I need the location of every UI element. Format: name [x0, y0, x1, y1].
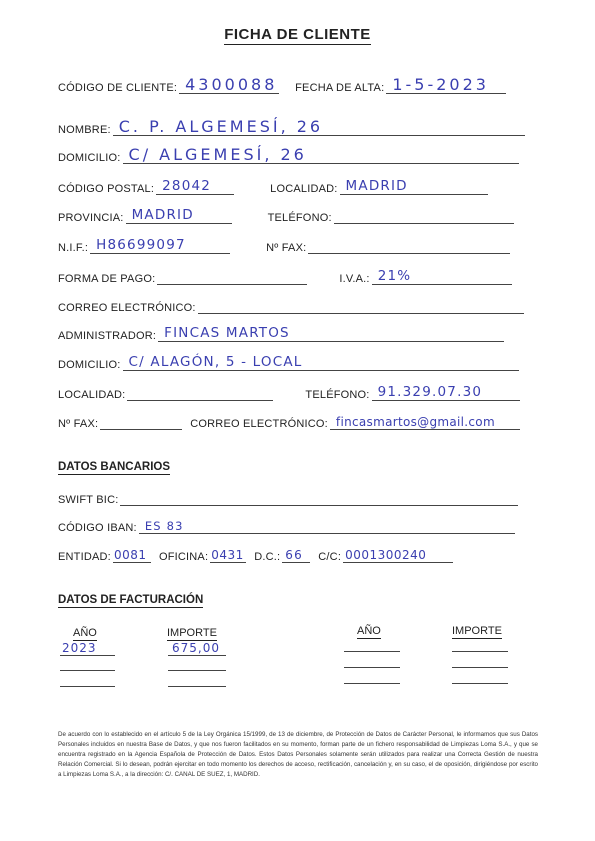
admin-domicilio-field[interactable] — [123, 355, 519, 371]
privacy-notice: De acuerdo con lo establecido en el artículo 5 de la Ley Orgánica 15/1999, de 13 de diciembre, de Protección de Datos de Carácter Personal, le informamos que sus Datos Personales incluidos en nuestra Base de Datos, y que nos fueron facilitados en su momento, forman parte de un fichero responsabilidad de Limpiezas Loma S.A., y que se encuentra registrado en la Agencia Española de Protección de Datos. Estos Datos Personales solamente serán utilizados para realizar una Correcta Gestión de nuestra Relación Comercial. Si lo desean, podrán ejercitar en todo momento los derechos de acceso, rectificación, cancelación y, en su caso, el de oposición, dirigiéndose por escrito a Limpiezas Loma S.A., a la dirección: C/. CANAL DE SUEZ, 1, MADRID. — [58, 731, 538, 778]
billing-section-title: DATOS DE FACTURACIÓN — [58, 594, 204, 606]
billing-line[interactable] — [452, 651, 508, 652]
nombre-field[interactable] — [113, 117, 525, 136]
entidad-field[interactable] — [113, 547, 151, 563]
cc-label: C/C: — [318, 551, 342, 563]
entidad-label: ENTIDAD: — [58, 551, 111, 563]
pago-field[interactable] — [157, 269, 307, 285]
row-bank-account — [58, 547, 453, 563]
admin-correo-label: CORREO ELECTRÓNICO: — [190, 418, 328, 430]
provincia-field[interactable] — [126, 208, 232, 224]
iva-label: I.V.A.: — [339, 273, 370, 285]
nombre-label: NOMBRE: — [58, 124, 111, 136]
cp-value: 28042 — [162, 178, 212, 194]
iban-label: CÓDIGO IBAN: — [58, 522, 137, 534]
nombre-value: C. P. ALGEMESÍ, 26 — [118, 117, 324, 136]
iban-field[interactable] — [139, 518, 515, 534]
telefono-field[interactable] — [334, 208, 514, 224]
fecha-value: 1-5-2023 — [392, 75, 489, 94]
nif-label: N.I.F.: — [58, 242, 89, 254]
billing-line[interactable] — [60, 655, 115, 656]
admin-localidad-label: LOCALIDAD: — [58, 389, 126, 401]
fax-label: Nº FAX: — [266, 242, 307, 254]
admin-domicilio-label: DOMICILIO: — [58, 359, 121, 371]
admin-domicilio-value: C/ ALAGÓN, 5 - LOCAL — [128, 354, 303, 370]
telefono-label: TELÉFONO: — [267, 212, 332, 224]
row-nombre — [58, 117, 525, 136]
row-provincia — [58, 208, 514, 224]
row-iban — [58, 518, 515, 534]
admin-telefono-value: 91.329.07.30 — [377, 384, 483, 400]
billing-line[interactable] — [60, 670, 115, 671]
admin-correo-value: fincasmartos@gmail.com — [335, 415, 495, 429]
billing-line[interactable] — [452, 667, 508, 668]
row-correo — [58, 298, 524, 314]
oficina-field[interactable] — [210, 547, 246, 563]
admin-telefono-field[interactable] — [372, 385, 520, 401]
swift-field[interactable] — [120, 490, 518, 506]
billing-row-ano: 2023 — [62, 641, 97, 655]
row-cp — [58, 179, 488, 195]
bank-section-title: DATOS BANCARIOS — [58, 461, 171, 473]
localidad-field[interactable] — [340, 179, 488, 195]
iban-value: ES 83 — [144, 519, 184, 533]
cp-field[interactable] — [156, 179, 234, 195]
billing-line[interactable] — [60, 686, 115, 687]
domicilio-value: C/ ALGEMESÍ, 26 — [128, 145, 307, 164]
codigo-field[interactable] — [179, 75, 279, 94]
admin-value: FINCAS MARTOS — [164, 325, 290, 341]
dc-value: 66 — [285, 548, 303, 562]
swift-label: SWIFT BIC: — [58, 494, 119, 506]
oficina-label: OFICINA: — [158, 551, 209, 563]
cc-field[interactable] — [343, 547, 453, 563]
billing-row-importe: 675,00 — [172, 641, 220, 655]
admin-field[interactable] — [158, 326, 504, 342]
billing-line[interactable] — [344, 683, 400, 684]
page-title: FICHA DE CLIENTE — [224, 26, 371, 43]
billing-line[interactable] — [168, 670, 226, 671]
provincia-value: MADRID — [131, 207, 194, 223]
codigo-value: 4300088 — [185, 75, 278, 94]
row-admin-domicilio — [58, 355, 519, 371]
billing-line[interactable] — [344, 667, 400, 668]
cc-value: 0001300240 — [345, 548, 427, 562]
row-codigo — [58, 75, 506, 94]
admin-correo-field[interactable] — [330, 414, 520, 430]
row-domicilio — [58, 145, 519, 164]
entidad-value: 0081 — [113, 548, 147, 562]
billing-col-importe-left: IMPORTE — [167, 627, 217, 639]
billing-col-importe-right: IMPORTE — [452, 625, 502, 637]
correo-label: CORREO ELECTRÓNICO: — [58, 302, 196, 314]
row-admin-localidad — [58, 385, 520, 401]
billing-line[interactable] — [344, 651, 400, 652]
pago-label: FORMA DE PAGO: — [58, 273, 156, 285]
dc-field[interactable] — [282, 547, 310, 563]
iva-value: 21% — [377, 268, 412, 284]
billing-col-ano-right: AÑO — [357, 625, 381, 637]
admin-localidad-field[interactable] — [127, 385, 273, 401]
iva-field[interactable] — [372, 269, 512, 285]
cp-label: CÓDIGO POSTAL: — [58, 183, 155, 195]
billing-line[interactable] — [168, 655, 226, 656]
admin-fax-field[interactable] — [100, 414, 182, 430]
nif-value: H86699097 — [96, 237, 186, 253]
dc-label: D.C.: — [254, 551, 281, 563]
codigo-label: CÓDIGO DE CLIENTE: — [58, 82, 178, 94]
billing-col-ano-left: AÑO — [73, 627, 97, 639]
nif-field[interactable] — [90, 238, 230, 254]
admin-telefono-label: TELÉFONO: — [305, 389, 370, 401]
provincia-label: PROVINCIA: — [58, 212, 124, 224]
fecha-label: FECHA DE ALTA: — [295, 82, 385, 94]
fecha-field[interactable] — [386, 75, 506, 94]
billing-line[interactable] — [452, 683, 508, 684]
domicilio-field[interactable] — [123, 145, 519, 164]
admin-fax-label: Nº FAX: — [58, 418, 99, 430]
row-admin — [58, 326, 504, 342]
localidad-label: LOCALIDAD: — [270, 183, 338, 195]
row-admin-fax — [58, 414, 520, 430]
domicilio-label: DOMICILIO: — [58, 152, 121, 164]
row-pago — [58, 269, 512, 285]
billing-line[interactable] — [168, 686, 226, 687]
row-swift — [58, 490, 518, 506]
fax-field[interactable] — [308, 238, 510, 254]
correo-field[interactable] — [198, 298, 524, 314]
localidad-value: MADRID — [345, 178, 408, 194]
oficina-value: 0431 — [211, 548, 244, 562]
admin-label: ADMINISTRADOR: — [58, 330, 157, 342]
row-nif — [58, 238, 510, 254]
